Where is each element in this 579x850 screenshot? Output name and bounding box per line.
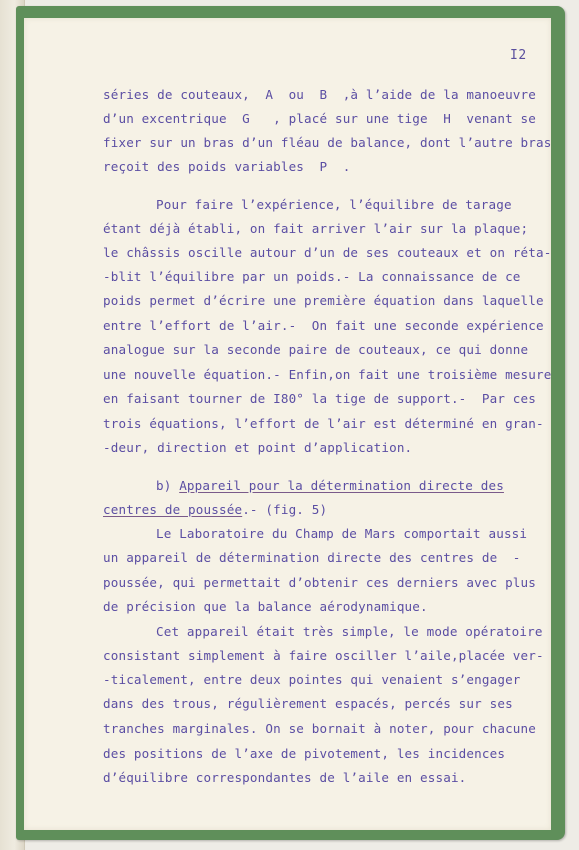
text-line: -ticalement, entre deux pointes qui venaient s’engager (103, 672, 521, 687)
text-line: tranches marginales. On se bornait à noter, pour chacune (103, 721, 536, 736)
text-line: dans des trous, régulièrement espacés, percés sur ses (103, 696, 513, 711)
text-line: consistant simplement à faire osciller l’aile,placée ver- (103, 648, 544, 663)
text-line: Pour faire l’expérience, l’équilibre de tarage (156, 197, 512, 212)
text-line: fixer sur un bras d’un fléau de balance, dont l’autre bras (103, 135, 552, 150)
text-line: étant déjà établi, on fait arriver l’air sur la plaque; (103, 221, 529, 236)
text-line: Cet appareil était très simple, le mode opératoire (156, 624, 543, 639)
text-line: de précision que la balance aérodynamique. (103, 599, 428, 614)
text-line: une nouvelle équation.- Enfin,on fait une troisième mesure (103, 367, 552, 382)
text-line: reçoit des poids variables P . (103, 159, 351, 174)
text-line: en faisant tourner de I80° la tige de support.- Par ces (103, 391, 536, 406)
text-line: -deur, direction et point d’application. (103, 440, 413, 455)
text-line: trois équations, l’effort de l’air est déterminé en gran- (103, 416, 544, 431)
text-line: entre l’effort de l’air.- On fait une seconde expérience (103, 318, 544, 333)
text-line: -blit l’équilibre par un poids.- La connaissance de ce (103, 269, 521, 284)
text-line: un appareil de détermination directe des centres de - (103, 550, 521, 565)
section-title-part-2: centres de poussée (103, 502, 243, 517)
text-line: poussée, qui permettait d’obtenir ces derniers avec plus (103, 575, 536, 590)
text-line: analogue sur la seconde paire de couteaux, ce qui donne (103, 342, 529, 357)
text-line: des positions de l’axe de pivotement, les incidences (103, 746, 506, 761)
text-line: Le Laboratoire du Champ de Mars comportait aussi (156, 526, 528, 541)
figure-reference: .- (fig. 5) (242, 502, 328, 517)
text-line: d’un excentrique G , placé sur une tige H venant se (103, 111, 536, 126)
text-line: d’équilibre correspondantes de l’aile en essai. (103, 770, 467, 785)
section-marker: b) (156, 478, 180, 493)
text-line: séries de couteaux, A ou B ,à l’aide de la manoeuvre (103, 87, 536, 102)
text-line: le châssis oscille autour d’un de ses couteaux et on réta- (103, 245, 552, 260)
page-number: I2 (510, 48, 527, 63)
section-title-part-1: Appareil pour la détermination directe des (179, 478, 504, 493)
text-line: poids permet d’écrire une première équation dans laquelle (103, 293, 544, 308)
section-heading (156, 477, 504, 495)
section-heading-continued (103, 501, 327, 519)
